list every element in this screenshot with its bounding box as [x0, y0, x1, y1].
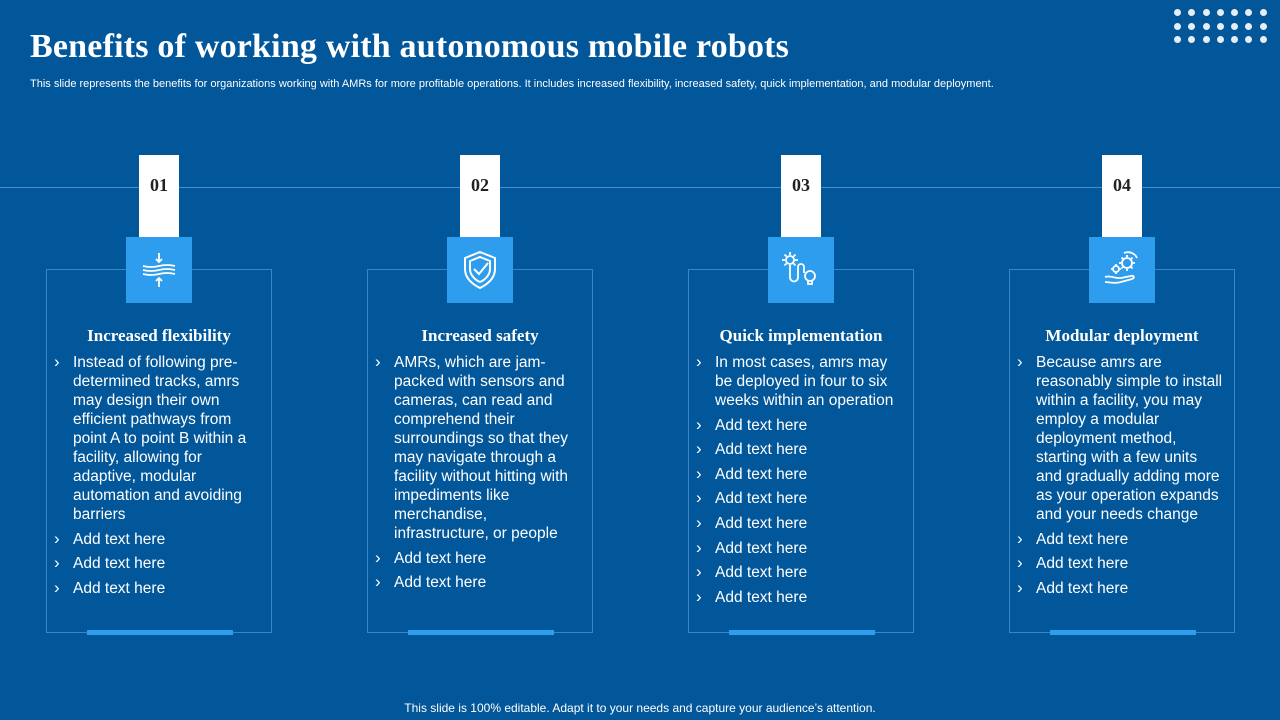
bullet-item: › Add text here	[696, 440, 906, 459]
page-title: Benefits of working with autonomous mobile robots	[30, 28, 790, 65]
bullet-item: › Add text here	[696, 416, 906, 435]
bullet-list	[696, 353, 906, 612]
card-title: Increased flexibility	[87, 326, 231, 345]
page-subtitle: This slide represents the benefits for organizations working with AMRs for more profitable operations. It includes increased flexibility, increased safety, quick implementation, and modular deployment.	[30, 78, 994, 90]
benefit-card-3	[688, 0, 918, 720]
card-accent-bar	[87, 630, 233, 635]
card-number: 02	[460, 155, 500, 237]
card-title: Modular deployment	[1045, 326, 1199, 345]
bullet-item: › Add text here	[1017, 554, 1227, 573]
flexibility-compress-icon	[126, 237, 192, 303]
bullet-item: › AMRs, which are jam-packed with sensors and cameras, can read and comprehend their surroundings so that they may navigate through a facility without hitting with impediments like merchandise, infrastructure, or people	[375, 353, 585, 543]
bullet-item: › Add text here	[696, 489, 906, 508]
card-accent-bar	[729, 630, 875, 635]
card-number: 01	[139, 155, 179, 237]
bullet-item: › Add text here	[375, 549, 585, 568]
shield-check-icon	[447, 237, 513, 303]
gear-lightbulb-icon	[768, 237, 834, 303]
benefit-card-2	[367, 0, 597, 720]
card-number: 04	[1102, 155, 1142, 237]
bullet-item: › Add text here	[375, 573, 585, 592]
bullet-item: › Add text here	[54, 530, 264, 549]
hand-gears-icon	[1089, 237, 1155, 303]
card-title: Increased safety	[421, 326, 539, 345]
bullet-item: › Add text here	[1017, 579, 1227, 598]
card-accent-bar	[408, 630, 554, 635]
bullet-item: › Add text here	[1017, 530, 1227, 549]
bullet-list	[1017, 353, 1227, 603]
bullet-list	[375, 353, 585, 598]
card-title: Quick implementation	[719, 326, 883, 345]
bullet-item: › Add text here	[696, 539, 906, 558]
card-number: 03	[781, 155, 821, 237]
bullet-item: › Add text here	[696, 514, 906, 533]
bullet-item: › Add text here	[696, 588, 906, 607]
benefit-card-1	[46, 0, 276, 720]
bullet-item: › In most cases, amrs may be deployed in four to six weeks within an operation	[696, 353, 906, 410]
bullet-item: › Add text here	[696, 465, 906, 484]
card-accent-bar	[1050, 630, 1196, 635]
footer-note: This slide is 100% editable. Adapt it to your needs and capture your audience’s attention.	[404, 701, 876, 715]
bullet-item: › Instead of following pre-determined tracks, amrs may design their own efficient pathways from point A to point B within a facility, allowing for adaptive, modular automation and avoiding barriers	[54, 353, 264, 524]
bullet-item: › Add text here	[54, 554, 264, 573]
bullet-list	[54, 353, 264, 603]
bullet-item: › Add text here	[54, 579, 264, 598]
bullet-item: › Add text here	[696, 563, 906, 582]
benefit-card-4	[1009, 0, 1239, 720]
bullet-item: › Because amrs are reasonably simple to install within a facility, you may employ a modular deployment method, starting with a few units and gradually adding more as your operation expands and your needs change	[1017, 353, 1227, 524]
